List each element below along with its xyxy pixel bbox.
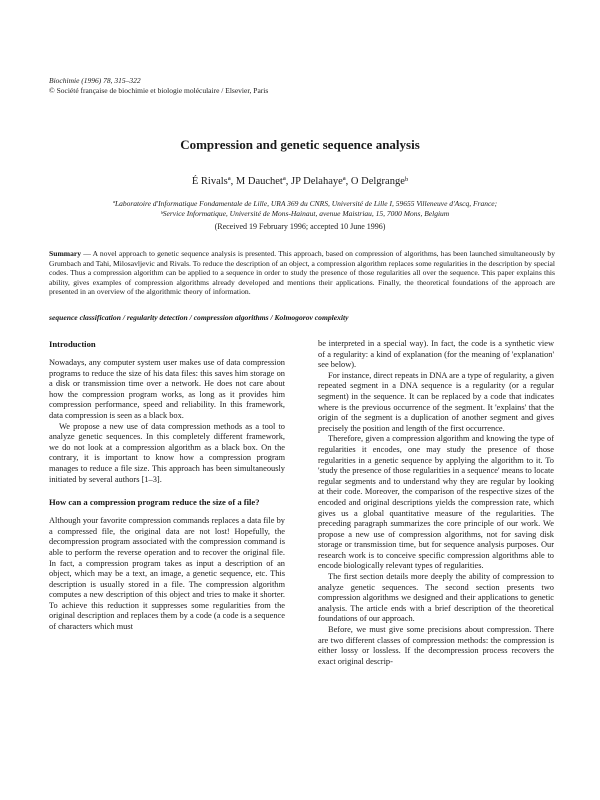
right-paragraph-3: Therefore, given a compression algorithm and knowing the type of regularities it encodes, one may study the presence of those regularities in a genetic sequence by applying the algorithm to it. To 'study the presence of those regularities in a sequence' means to locate regular segments and to understand why they are regular by looking at their code. Moreover, the comparison of the respective sizes of the encoded and original descriptions yields the compression rate, which gives us a global quantitative measure of the regularities. The preceding paragraph summarizes the core principle of our work. We propose a new use of compression algorithms, not for saving disk storage or transmission time, but for sequence analysis purposes. Our research work is to conceive specific compression algorithms able to encode biologically relevant types of regularities. bbox=[318, 434, 554, 571]
right-paragraph-2: For instance, direct repeats in DNA are a type of regularity, a given repeated segment in a DNA sequence is a regularity (or a regular segment) in the sequence. It can be replaced by a code that indicates where is the previous occurrence of the segment. It 'explains' that the origin of the segment is a duplication of another segment and gives precisely the position and length of the first occurrence. bbox=[318, 370, 554, 433]
affiliation-a: ªLaboratoire d'Informatique Fondamentale de Lille, URA 369 du CNRS, Université de Lille I, 59655 Villeneuve d'Ascq, France; bbox=[112, 199, 498, 208]
received-dates: (Received 19 February 1996; accepted 10 June 1996) bbox=[214, 222, 386, 231]
copyright-line: © Société française de biochimie et biologie moléculaire / Elsevier, Paris bbox=[49, 86, 269, 95]
how-paragraph-1: Although your favorite compression commands replaces a data file by a compressed file, the original data are not lost! Hopefully, the decompression program associated with the compression command is able to perform the reverse operation and to recover the original file. In fact, a compression program takes as input a description of an object, which may be a text, an image, a genetic sequence, etc. This description is usually stored in a file. The compression algorithm computes a new description of this object and tries to make it shorter. To achieve this reduction it suppresses some regularities from the original description and replaces them by a code (a code is a sequence of characters which must bbox=[49, 516, 285, 632]
summary-text: — A novel approach to genetic sequence analysis is presented. This approach, based on compression of algorithms, has been launched simultaneously by Grumbach and Tahi, Milosavljevic and Rivals. To reduce the description of an object, a compression algorithm replaces some regularities in the description by special codes. Thus a compression algorithm can be applied to a sequence in order to study the presence of those regularities all over the sequence. This paper explains this ability, gives examples of compression algorithms already developed and mentions their applications. Finally, the theoretical foundations of the approach are presented in an overview of the algorithmic theory of information. bbox=[49, 249, 555, 297]
right-paragraph-4: The first section details more deeply the ability of compression to analyze genetic sequences. The second section presents two compression algorithms we designed and their applications to genetic analysis. The article ends with a brief description of the theoretical foundations of our approach. bbox=[318, 572, 554, 624]
journal-citation: Biochimie (1996) 78, 315–322 bbox=[49, 76, 141, 85]
author-list: É Rivalsª, M Dauchetª, JP Delahayeª, O Delgrangeᵇ bbox=[191, 176, 409, 187]
intro-paragraph-1: Nowadays, any computer system user makes use of data compression programs to reduce the size of his data files: this saves him storage on a disk or transmission time over a network. He does not care about how the compression program works, as long as it provides him compression performance, speed and reliability. In this framework, data compression is seen as a black box. bbox=[49, 358, 285, 420]
keywords: sequence classification / regularity detection / compression algorithms / Kolmogorov complexity bbox=[49, 313, 349, 322]
paper-title: Compression and genetic sequence analysis bbox=[180, 137, 420, 152]
intro-paragraph-2: We propose a new use of data compression methods as a tool to analyze genetic sequences. In this completely different framework, we do not look at a compression algorithm as a black box. On the contrary, it is important to know how a compression program manages to reduce a file size. This approach has been simultaneously initiated by several authors [1–3]. bbox=[49, 421, 285, 484]
section-heading-how: How can a compression program reduce the size of a file? bbox=[49, 497, 260, 508]
right-paragraph-5: Before, we must give some precisions about compression. There are two different classes of compression methods: the compression is either lossy or lossless. If the decompression process recovers the exact original descrip- bbox=[318, 625, 554, 666]
left-column bbox=[49, 339, 285, 633]
affiliations bbox=[60, 199, 550, 219]
introduction-heading: Introduction bbox=[49, 339, 96, 349]
summary-label: Summary bbox=[49, 249, 82, 258]
right-column bbox=[318, 339, 554, 667]
abstract bbox=[49, 249, 555, 297]
affiliation-b: ᵇService Informatique, Université de Mons-Hainaut, avenue Maistriau, 15, 7000 Mons, Belgium bbox=[160, 209, 450, 218]
journal-header bbox=[49, 76, 268, 96]
right-paragraph-1: be interpreted in a special way). In fact, the code is a synthetic view of a regularity: a kind of explanation (for the meaning of 'explanation' see below). bbox=[318, 339, 554, 370]
